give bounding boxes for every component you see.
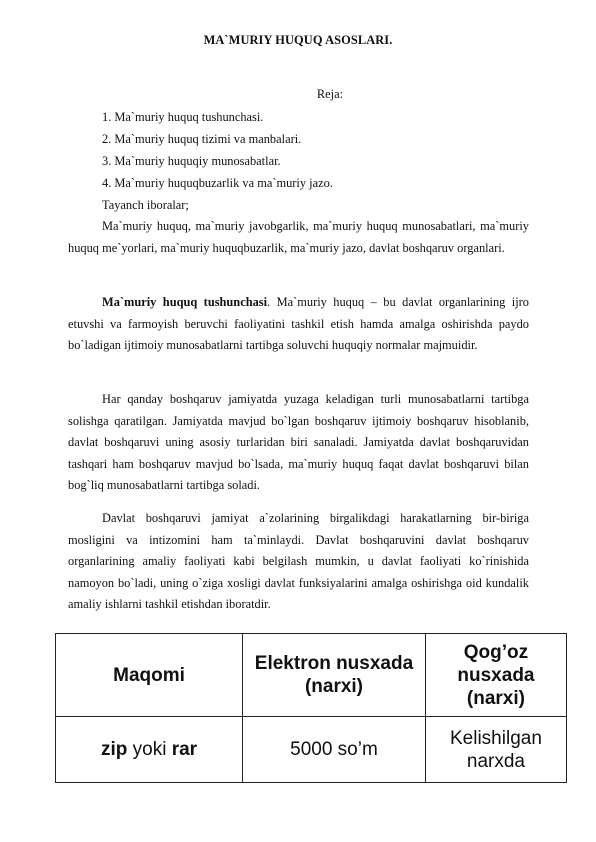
format-separator: yoki <box>127 739 172 760</box>
price-table <box>55 633 567 783</box>
keywords-heading: Tayanch iboralar; <box>102 198 189 212</box>
body-paragraph: Davlat boshqaruvi jamiyat a`zolarining birgalikdagi harakatlarning bir-biriga mosligini va intizomini ham ta`minlaydi. Davlat boshqaruvini davlat boshqaruv organlarining amaliy faoliyati kabi belgilash mumkin, u davlat faoliyati ko`rinishida namoyon bo`ladi, uning o`ziga xosligi davlat funksiyalarini amalga oshirishga oid kundalik amaliy ishlarni tashkil etishdan iboratdir. <box>68 511 529 612</box>
table-header-cell: Elektron nusxada (narxi) <box>243 634 426 717</box>
format-rar: rar <box>171 739 198 760</box>
body-paragraph: Har qanday boshqaruv jamiyatda yuzaga keladigan turli munosabatlarni tartibga solishga qaratilgan. Jamiyatda mavjud bo`lgan boshqaruv ijtimoiy boshqaruv hisoblanib, davlat boshqaruvi uning asosiy turlaridan biri sanaladi. Jamiyatda davlat boshqaruvidan tashqari ham boshqaruv mavjud bo`lsada, ma`muriy huquq faqat davlat boshqaruvi bilan bog`liq munosabatlarni tartibga soladi. <box>68 392 529 493</box>
table-row <box>56 717 567 783</box>
definition-paragraph <box>68 292 529 357</box>
table-header-row <box>56 634 567 717</box>
plan-heading: Reja: <box>316 87 344 101</box>
table-header-cell: Qog’oz nusxada (narxi) <box>425 634 566 717</box>
plan-item: 3. Ma`muriy huquqiy munosabatlar. <box>102 154 281 168</box>
plan-item: 4. Ma`muriy huquqbuzarlik va ma`muriy jazo. <box>102 176 333 190</box>
format-zip: zip <box>100 739 128 760</box>
keywords-paragraph: Ma`muriy huquq, ma`muriy javobgarlik, ma`muriy huquq munosabatlari, ma`muriy huquq me`yorlari, ma`muriy huquqbuzarlik, ma`muriy jazo, davlat boshqaruv organlari. <box>68 219 529 255</box>
definition-text: . Ma`muriy huquq – bu davlat organlarining ijro etuvshi va farmoyish beruvchi faoliyatini tashkil etish hamda amalga oshirishda paydo bo`ladigan ijtimoiy munosabatlarni tartibga soluvchi huquqiy normalar majmuidir. <box>68 295 530 353</box>
document-title: MA`MURIY HUQUQ ASOSLARI. <box>203 33 393 47</box>
section-heading: Ma`muriy huquq tushunchasi <box>102 295 268 309</box>
table-cell-electronic-price: 5000 so’m <box>243 717 426 783</box>
table-cell-paper-price: Kelishilgan narxda <box>425 717 566 783</box>
plan-item: 1. Ma`muriy huquq tushunchasi. <box>102 110 264 124</box>
plan-item: 2. Ma`muriy huquq tizimi va manbalari. <box>102 132 302 146</box>
table-cell-format <box>56 717 243 783</box>
table-header-cell: Maqomi <box>56 634 243 717</box>
